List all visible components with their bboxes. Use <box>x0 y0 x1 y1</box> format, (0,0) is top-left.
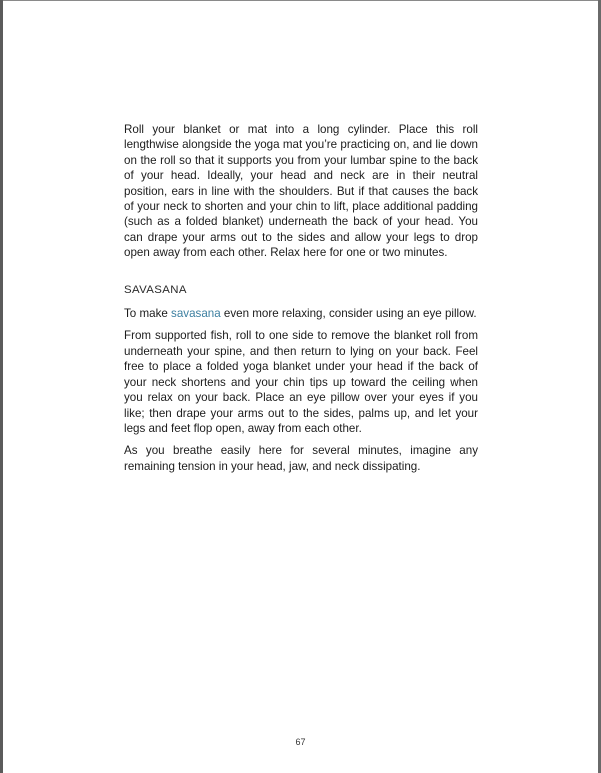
section-heading: SAVASANA <box>124 283 187 296</box>
paragraph-savasana-instructions: From supported fish, roll to one side to remove the blanket roll from underneath your spine, and then return to lying on your back. Feel free to place a folded yoga blanket under your head if the back of your neck shortens and your chin tips up toward the ceiling when you relax on your back. Place an eye pillow over your eyes if you like; then drape your arms out to the sides, palms up, and let your legs and feet flop open, away from each other. <box>124 329 478 435</box>
paragraph-text: even more relaxing, consider using an eye pillow. <box>220 307 477 321</box>
paragraph-text: To make <box>124 307 172 321</box>
document-page <box>3 1 598 773</box>
paragraph-supported-fish: Roll your blanket or mat into a long cylinder. Place this roll lengthwise alongside the yoga mat you’re practicing on, and lie down on the roll so that it supports you from your lumbar spine to the back of your head. Ideally, your head and neck are in their neutral position, ears in line with the shoulders. But if that causes the back of your neck to shorten and your chin to lift, place additional padding (such as a folded blanket) underneath the back of your head. You can drape your arms out to the sides and allow your legs to drop open away from each other. Relax here for one or two minutes. <box>124 123 478 260</box>
page-number: 67 <box>295 737 306 747</box>
paragraph-savasana-closing: As you breathe easily here for several minutes, imagine any remaining tension in your head, jaw, and neck dissipating. <box>124 444 478 473</box>
page-content <box>124 122 478 474</box>
savasana-link[interactable]: savasana <box>171 307 221 321</box>
paragraph-savasana-intro <box>124 306 478 321</box>
